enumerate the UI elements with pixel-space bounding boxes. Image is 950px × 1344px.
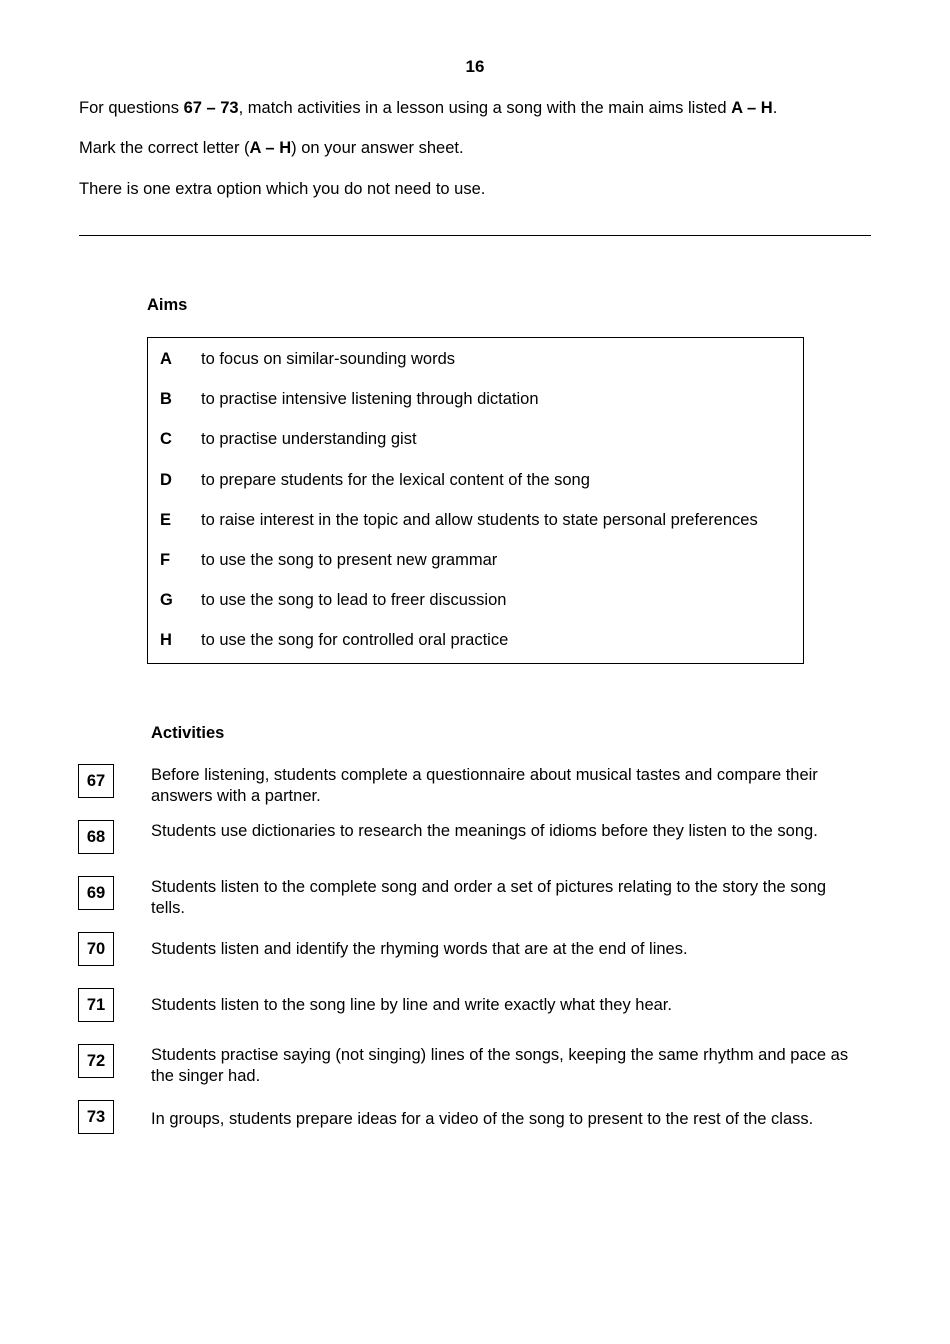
instruction-text: . xyxy=(772,99,778,117)
question-range: 67 – 73 xyxy=(183,99,239,117)
aim-text: to use the song for controlled oral practice xyxy=(201,631,509,649)
instruction-text: , match activities in a lesson using a song with the main aims listed xyxy=(238,99,732,117)
aim-text: to use the song to lead to freer discussion xyxy=(201,591,507,609)
aim-text: to practise understanding gist xyxy=(201,430,417,448)
instruction-text: For questions xyxy=(79,99,184,117)
aim-letter: A xyxy=(160,350,172,368)
question-number-box: 70 xyxy=(78,932,114,966)
activities-title: Activities xyxy=(151,724,225,742)
aim-row xyxy=(148,511,803,535)
activity-text: Students listen and identify the rhyming words that are at the end of lines. xyxy=(151,940,688,958)
aim-letter: G xyxy=(160,591,173,609)
aim-letter: B xyxy=(160,390,172,408)
question-number-box: 72 xyxy=(78,1044,114,1078)
aims-title: Aims xyxy=(147,296,188,314)
aim-row xyxy=(148,591,803,615)
instruction-text: ) on your answer sheet. xyxy=(291,139,464,157)
instruction-line-1 xyxy=(79,99,777,118)
aim-row xyxy=(148,390,803,414)
option-range: A – H xyxy=(249,139,292,157)
question-number-box: 69 xyxy=(78,876,114,910)
aim-letter: H xyxy=(160,631,172,649)
aim-letter: D xyxy=(160,471,172,489)
instruction-text: Mark the correct letter ( xyxy=(79,139,250,157)
page-number: 16 xyxy=(465,57,485,76)
activity-text: Students use dictionaries to research the meanings of idioms before they listen to the song. xyxy=(151,822,818,840)
divider xyxy=(79,235,871,236)
aim-text: to practise intensive listening through dictation xyxy=(201,390,539,408)
option-range: A – H xyxy=(731,99,773,117)
aim-row xyxy=(148,350,803,374)
aim-letter: C xyxy=(160,430,172,448)
instruction-line-2 xyxy=(79,139,464,158)
aim-text: to use the song to present new grammar xyxy=(201,551,498,569)
aim-row xyxy=(148,551,803,575)
aim-letter: E xyxy=(160,511,172,529)
question-number-box: 68 xyxy=(78,820,114,854)
aim-letter: F xyxy=(160,551,171,569)
question-number-box: 73 xyxy=(78,1100,114,1134)
activity-text: In groups, students prepare ideas for a video of the song to present to the rest of the class. xyxy=(151,1110,814,1128)
question-number-box: 71 xyxy=(78,988,114,1022)
activity-text: Before listening, students complete a questionnaire about musical tastes and compare their answers with a partner. xyxy=(151,766,818,805)
aim-text: to prepare students for the lexical content of the song xyxy=(201,471,590,489)
activity-text: Students practise saying (not singing) lines of the songs, keeping the same rhythm and pace as the singer had. xyxy=(151,1046,849,1085)
question-number-box: 67 xyxy=(78,764,114,798)
activity-text: Students listen to the complete song and order a set of pictures relating to the story the song tells. xyxy=(151,878,827,917)
activity-text: Students listen to the song line by line and write exactly what they hear. xyxy=(151,996,672,1014)
aims-box xyxy=(147,337,804,664)
instruction-line-3: There is one extra option which you do not need to use. xyxy=(79,180,486,198)
aim-row xyxy=(148,631,803,655)
aim-text: to focus on similar-sounding words xyxy=(201,350,456,368)
aim-row xyxy=(148,430,803,454)
aim-text: to raise interest in the topic and allow students to state personal preferences xyxy=(201,511,758,529)
aim-row xyxy=(148,471,803,495)
